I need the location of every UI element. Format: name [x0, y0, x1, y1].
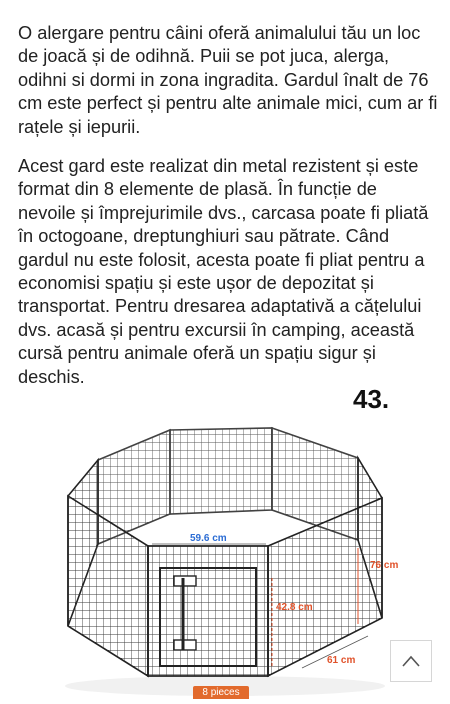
description-paragraph-2: Acest gard este realizat din metal rezistent și este format din 8 elemente de plasă. În funcție de nevoile și împrejurimile dvs., carcasa poate fi pliată în octogoane, dreptunghiuri sau pătrate. Când gardul nu este folosit, acesta poate fi pliat pentru a economisi spațiu și este ușor de depozitat și transportat. Pentru dresarea adaptativă a cățelului dvs. acasă și pentru excursii în camping, această cursă pentru animale oferă un spațiu sigur și deschis. [18, 156, 429, 387]
description-paragraph-1: O alergare pentru câini oferă animalului tău un loc de joacă și de odihnă. Puii se pot juca, alerga, odihni si dormi in zona ingradita. Gardul înalt de 76 cm este perfect și pentru alte animale mici, cum ar fi rațele și iepurii. [18, 23, 438, 137]
panel-width-label: 61 cm [327, 655, 356, 666]
width-dimension [152, 533, 266, 544]
height-label: 76 cm [370, 560, 399, 571]
product-image [40, 418, 410, 699]
chevron-up-icon [402, 655, 420, 667]
scroll-to-top-button[interactable] [390, 640, 432, 682]
door-height-label: 42.8 cm [276, 602, 313, 613]
image-number-badge: 43. [353, 384, 390, 414]
width-label: 59.6 cm [190, 533, 227, 544]
dog-pen-illustration [40, 418, 410, 699]
pieces-tag: 8 pieces [193, 686, 249, 699]
